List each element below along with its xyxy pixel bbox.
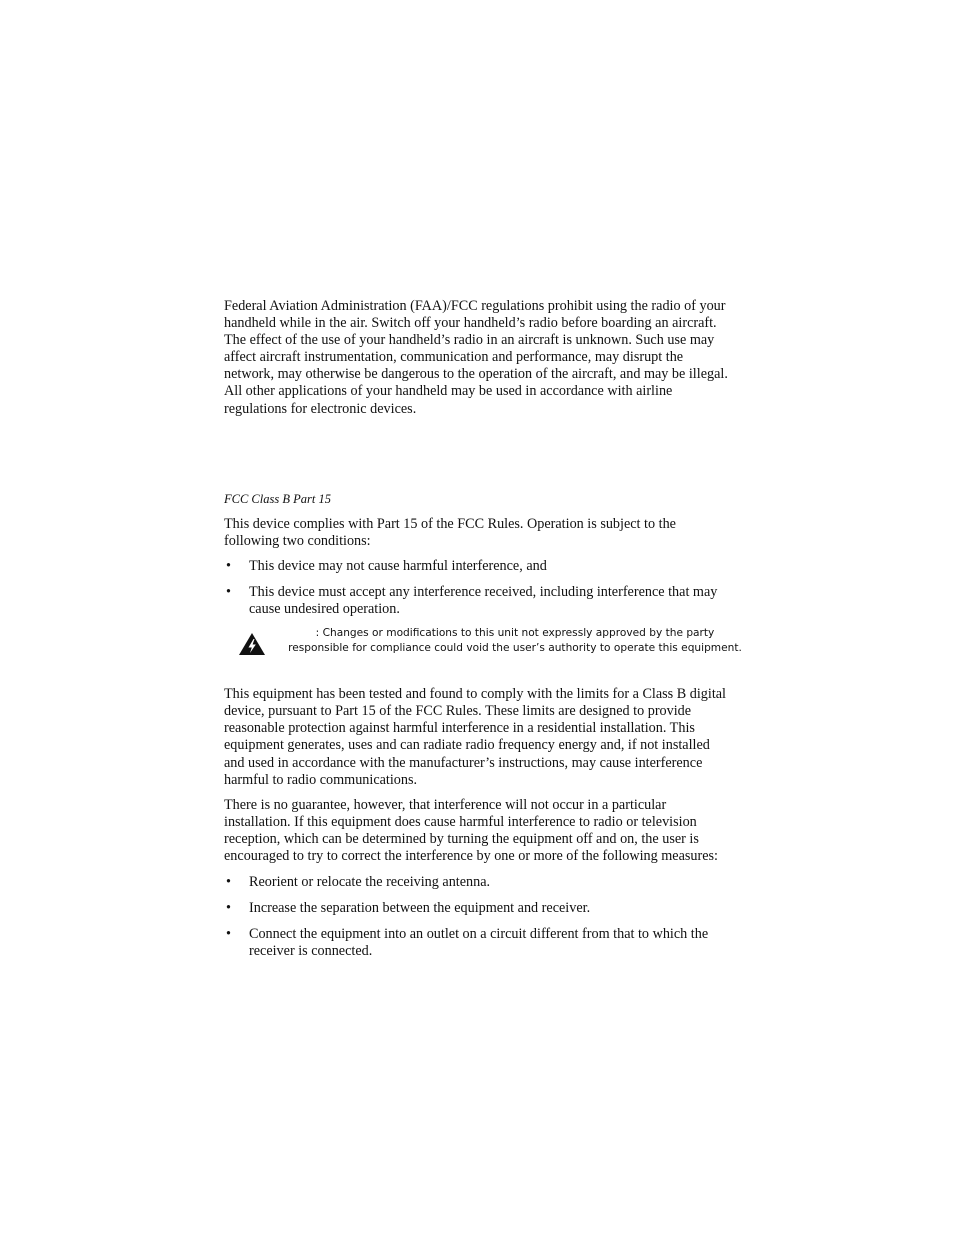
measure-text: Connect the equipment into an outlet on a circuit different from that to which the receiver is connected. xyxy=(249,926,709,960)
fcc-heading: FCC Class B Part 15 xyxy=(224,491,331,506)
measures-list xyxy=(224,874,732,960)
bullet-glyph: • xyxy=(226,926,231,943)
tested-paragraph: This equipment has been tested and found to comply with the limits for a Class B digital device, pursuant to Part 15 of the FCC Rules. These limits are designed to provide reasonable protection against harmful interference in a residential installation. This equipment generates, uses and can radiate radio frequency energy and, if not installed and used in accordance with the manufacturer’s instructions, may cause interference harmful to radio communications. xyxy=(224,686,727,788)
warning-notice xyxy=(224,626,742,666)
list-item xyxy=(224,900,732,917)
condition-text: This device must accept any interference received, including interference that may cause undesired operation. xyxy=(249,583,718,618)
list-item xyxy=(224,926,732,960)
guarantee-paragraph: There is no guarantee, however, that interference will not occur in a particular installation. If this equipment does cause harmful interference to radio or television reception, which can be determined by turning the equipment off and on, the user is encouraged to try to correct the interference by one or more of the following measures: xyxy=(224,796,718,864)
measure-text: Reorient or relocate the receiving antenna. xyxy=(249,874,491,891)
list-item xyxy=(224,874,732,891)
measure-text: Increase the separation between the equipment and receiver. xyxy=(249,900,591,917)
compliance-intro: This device complies with Part 15 of the FCC Rules. Operation is subject to the following two conditions: xyxy=(224,515,676,549)
document-page xyxy=(224,298,742,960)
bullet-glyph: • xyxy=(226,900,231,917)
list-item xyxy=(224,584,732,618)
faa-paragraph: Federal Aviation Administration (FAA)/FCC regulations prohibit using the radio of your handheld while in the air. Switch off your handheld’s radio before boarding an aircraft. The effect of the use of your handheld’s radio in an aircraft is unknown. Such use may affect aircraft instrumentation, communication and performance, may disrupt the network, may otherwise be dangerous to the operation of the aircraft, and may be illegal. All other applications of your handheld may be used in accordance with airline regulations for electronic devices. xyxy=(224,298,728,417)
condition-text: This device may not cause harmful interference, and xyxy=(249,557,547,574)
bullet-glyph: • xyxy=(226,874,231,891)
warning-lightning-icon xyxy=(238,632,266,656)
list-item xyxy=(224,558,732,575)
bullet-glyph: • xyxy=(226,583,231,600)
warning-text: : Changes or modifications to this unit not expressly approved by the party responsible for compliance could void the user’s authority to operate this equipment. xyxy=(288,627,742,655)
conditions-list xyxy=(224,558,732,618)
bullet-glyph: • xyxy=(226,557,231,574)
